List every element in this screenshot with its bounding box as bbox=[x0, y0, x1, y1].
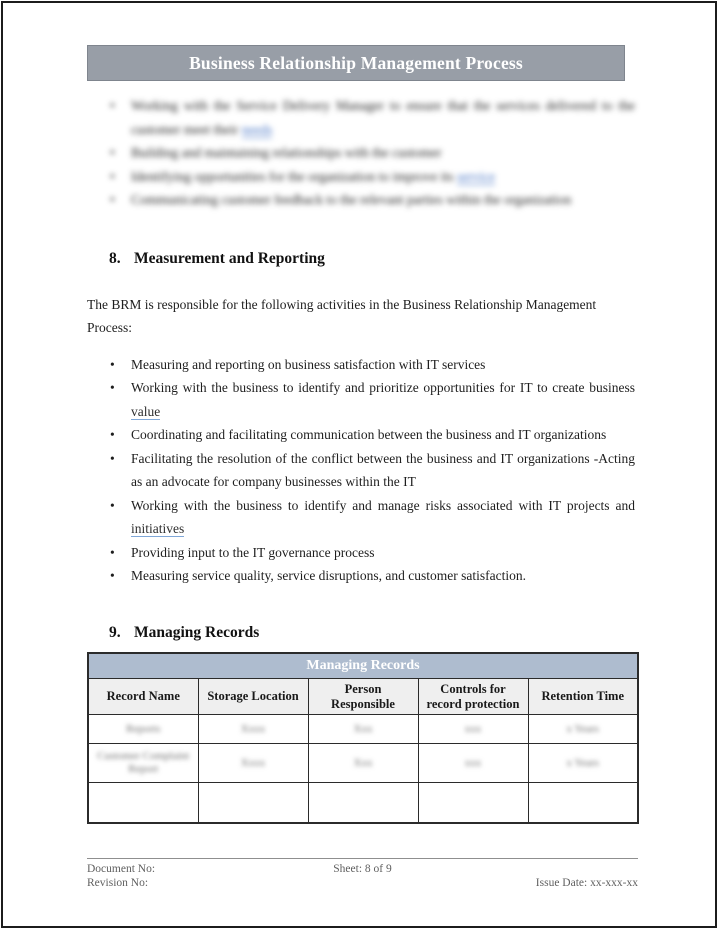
table-cell bbox=[528, 715, 638, 744]
table-cell bbox=[308, 783, 418, 823]
bullet-text: Working with the business to identify and manage risks associated with IT projects and bbox=[131, 497, 635, 513]
table-cell bbox=[418, 744, 528, 783]
cell-text: Xxxx bbox=[240, 756, 266, 769]
cell-text: Xxx bbox=[353, 756, 373, 769]
section-title: Measurement and Reporting bbox=[134, 249, 325, 267]
table-cell bbox=[88, 744, 198, 783]
column-header-person-responsible: Person Responsible bbox=[308, 679, 418, 715]
sheet-number: Sheet: 8 of 9 bbox=[333, 862, 392, 875]
document-no-label: Document No: bbox=[87, 862, 156, 875]
section-title: Managing Records bbox=[134, 623, 260, 641]
value-link[interactable]: value bbox=[131, 403, 161, 419]
table-row bbox=[88, 744, 638, 783]
table-cell bbox=[418, 783, 528, 823]
footer-row-1 bbox=[87, 862, 638, 876]
table-cell bbox=[198, 783, 308, 823]
column-header-controls: Controls for record protection bbox=[418, 679, 528, 715]
list-item bbox=[87, 353, 635, 377]
cell-text: x Years bbox=[566, 722, 599, 735]
table-cell bbox=[198, 744, 308, 783]
footer-spacer bbox=[454, 862, 638, 876]
bullet-text: Identifying opportunities for the organization to improve its bbox=[131, 168, 457, 184]
list-item bbox=[87, 423, 635, 447]
bullet-text: Facilitating the resolution of the conflict between the business and IT organizations -Acting as an advocate for company businesses within the IT bbox=[131, 450, 635, 489]
table-cell bbox=[308, 715, 418, 744]
issue-date-label: Issue Date: xx-xxx-xx bbox=[535, 876, 638, 889]
table-header-row bbox=[88, 679, 638, 715]
section-heading-measurement bbox=[87, 250, 635, 268]
table-title: Managing Records bbox=[88, 653, 638, 679]
bullet-text: Coordinating and facilitating communication between the business and IT organizations bbox=[131, 427, 607, 442]
bullet-text: Communicating customer feedback to the relevant parties within the organization bbox=[131, 192, 572, 207]
cell-text: Xxx bbox=[353, 722, 373, 735]
cell-text: x Years bbox=[566, 756, 599, 769]
list-item bbox=[87, 447, 635, 494]
bullet-text: Working with the business to identify and prioritize opportunities for IT to create business bbox=[131, 380, 635, 395]
section-number: 8. bbox=[109, 249, 121, 267]
cell-text: xxx bbox=[464, 756, 482, 769]
list-item bbox=[87, 94, 635, 141]
column-header-storage-location: Storage Location bbox=[198, 679, 308, 715]
list-item bbox=[87, 564, 635, 588]
table-cell bbox=[88, 783, 198, 823]
cell-text: xxx bbox=[464, 722, 482, 735]
table-row bbox=[88, 783, 638, 823]
table-cell bbox=[528, 744, 638, 783]
initiatives-link[interactable]: initiatives bbox=[131, 521, 185, 536]
document-page bbox=[1, 1, 717, 928]
page-footer bbox=[87, 858, 638, 890]
section-number: 9. bbox=[109, 623, 121, 641]
list-item bbox=[87, 376, 635, 423]
cell-text: Xxxx bbox=[240, 722, 266, 735]
service-link[interactable]: service bbox=[456, 168, 496, 184]
cell-text: Customer Complaint Report bbox=[97, 750, 190, 775]
list-item bbox=[87, 541, 635, 565]
section-intro-paragraph: The BRM is responsible for the following activities in the Business Relationship Management Process: bbox=[87, 296, 597, 335]
bullet-text: Providing input to the IT governance process bbox=[131, 544, 375, 560]
bullet-text: Measuring service quality, service disruptions, and customer satisfaction. bbox=[131, 568, 527, 583]
intro-bullet-list bbox=[87, 94, 635, 212]
bullet-text: Measuring and reporting on business satisfaction with IT services bbox=[131, 356, 486, 372]
bullet-text: Working with the Service Delivery Manager to ensure that the services delivered to the customer meet their bbox=[131, 98, 635, 137]
measurement-bullet-list bbox=[87, 353, 635, 588]
table-cell bbox=[528, 783, 638, 823]
cell-text: Reports bbox=[126, 722, 161, 735]
table-cell bbox=[198, 715, 308, 744]
list-item bbox=[87, 165, 635, 189]
footer-row-2 bbox=[87, 876, 638, 890]
column-header-record-name: Record Name bbox=[88, 679, 198, 715]
table-cell bbox=[88, 715, 198, 744]
table-cell bbox=[418, 715, 528, 744]
section-heading-records bbox=[87, 624, 635, 642]
table-title-row bbox=[88, 653, 638, 679]
table-row bbox=[88, 715, 638, 744]
column-header-retention-time: Retention Time bbox=[528, 679, 638, 715]
list-item bbox=[87, 494, 635, 541]
revision-no-label: Revision No: bbox=[87, 876, 149, 889]
table-cell bbox=[308, 744, 418, 783]
page-title: Business Relationship Management Process bbox=[87, 45, 625, 81]
footer-spacer bbox=[271, 876, 455, 890]
managing-records-table bbox=[87, 652, 639, 824]
list-item bbox=[87, 188, 635, 212]
bullet-text: Building and maintaining relationships with the customer bbox=[131, 145, 442, 160]
list-item bbox=[87, 141, 635, 165]
needs-link[interactable]: needs bbox=[241, 121, 273, 137]
page-content bbox=[3, 45, 715, 890]
